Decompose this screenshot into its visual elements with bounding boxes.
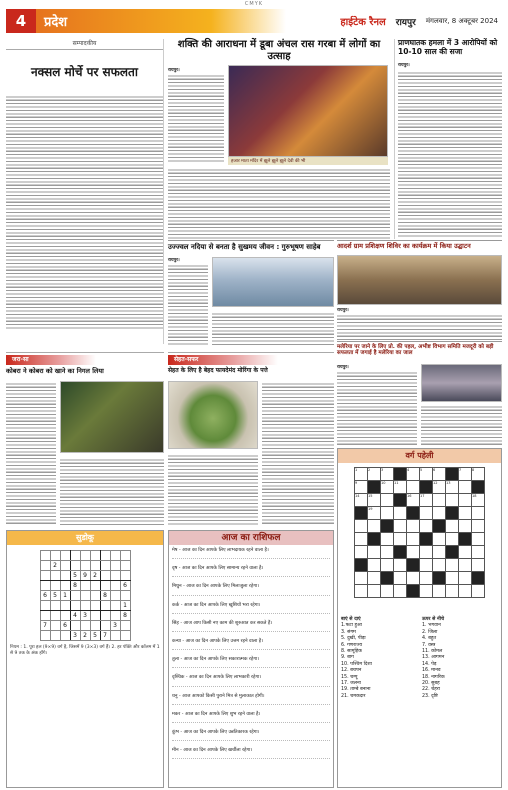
sudoku-cell — [100, 571, 110, 581]
crossword-cell — [433, 546, 446, 559]
page-number: 4 — [6, 9, 36, 33]
crossword-cell — [459, 533, 472, 546]
crossword-cell: 14 — [355, 494, 368, 507]
feature2 — [168, 352, 334, 527]
crossword-cell — [368, 572, 381, 585]
crossword-cell — [420, 559, 433, 572]
side-body — [398, 70, 502, 238]
sudoku-cell — [80, 621, 90, 631]
section-name: प्रदेश — [36, 9, 286, 33]
city: रायपुर — [395, 17, 416, 28]
crossword-cell — [368, 520, 381, 533]
horoscope-title: आज का राशिफल — [169, 531, 333, 545]
sudoku-cell — [90, 591, 100, 601]
crossword-cell — [472, 585, 485, 598]
sudoku-cell: 2 — [80, 631, 90, 641]
crossword-grid — [354, 467, 485, 598]
crossword-cell — [368, 559, 381, 572]
clue-item: 1. भगवान — [422, 623, 441, 629]
crossword-cell — [446, 585, 459, 598]
crossword-cell — [433, 507, 446, 520]
sudoku — [6, 530, 164, 788]
story2-body-lower — [212, 311, 334, 345]
clue-item: 23. दृष्टि — [422, 693, 438, 699]
crossword-cell — [394, 520, 407, 533]
sudoku-cell — [120, 621, 130, 631]
crossword-cell: 15 — [368, 494, 381, 507]
crossword-cell — [446, 494, 459, 507]
crossword-cell — [433, 494, 446, 507]
crossword-cell — [407, 507, 420, 520]
brand-block — [286, 9, 502, 33]
horoscope-entry: मकर - आज का दिन आपके लिए शुभ रहने वाला है। — [172, 712, 330, 723]
sudoku-cell — [90, 621, 100, 631]
sudoku-cell — [90, 601, 100, 611]
crossword-cell: 16 — [407, 494, 420, 507]
crossword-cell — [446, 468, 459, 481]
crossword-cell: 5 — [420, 468, 433, 481]
clue-item: 6. गणराज्य — [341, 642, 363, 648]
sudoku-cell — [100, 621, 110, 631]
sudoku-cell — [40, 631, 50, 641]
sudoku-cell — [120, 631, 130, 641]
clue-item: 20. सुबह — [422, 681, 440, 687]
clue-item: 13. आगमन — [422, 655, 445, 661]
feature1-body-right — [60, 457, 164, 526]
horoscope-entry: कर्क - आज का दिन आपके लिए खुशियों भरा रहेगा। — [172, 603, 330, 614]
crossword-cell — [459, 585, 472, 598]
feature1-photo — [60, 381, 164, 453]
sudoku-cell — [80, 551, 90, 561]
crossword-cell — [394, 507, 407, 520]
crossword-cell — [472, 481, 485, 494]
crossword-cell — [433, 533, 446, 546]
crossword-cell: 7 — [459, 468, 472, 481]
sudoku-cell — [80, 561, 90, 571]
crossword-title: वर्ग पहेली — [338, 449, 501, 463]
clue-item: 10. पश्चिम दिशा — [341, 661, 372, 667]
editorial — [6, 39, 164, 344]
crossword-cell: 3 — [381, 468, 394, 481]
clue-item: 14. पेड़ — [422, 661, 437, 667]
story2-dateline: रायपुर। — [168, 258, 180, 263]
sudoku-cell — [50, 581, 60, 591]
sudoku-cell — [60, 601, 70, 611]
story2-body — [168, 263, 208, 345]
sudoku-cell — [70, 621, 80, 631]
story3 — [337, 240, 502, 340]
crossword-cell — [420, 572, 433, 585]
feature2-body-right — [262, 381, 334, 526]
story2 — [168, 240, 334, 345]
sudoku-cell — [110, 561, 120, 571]
sudoku-cell: 1 — [60, 591, 70, 601]
crossword-cell — [472, 533, 485, 546]
side-dateline: रायपुर। — [398, 63, 410, 69]
sudoku-cell — [100, 581, 110, 591]
lead-body-bottom — [168, 167, 390, 239]
crossword-cell — [394, 494, 407, 507]
horoscope-entry: तुला - आज का दिन आपके लिए सकारात्मक रहेगा। — [172, 657, 330, 668]
sudoku-cell — [80, 601, 90, 611]
clue-item: 17. जलना — [341, 681, 361, 687]
horoscope-entry: कन्या - आज का दिन आपके लिए उत्तम रहने वाला है। — [172, 639, 330, 650]
sudoku-cell — [60, 571, 70, 581]
crossword-cell — [368, 533, 381, 546]
crossword-cell — [459, 507, 472, 520]
sudoku-cell — [40, 571, 50, 581]
story3-body — [337, 313, 502, 341]
sudoku-cell: 7 — [100, 631, 110, 641]
down-title: ऊपर से नीचे — [422, 617, 444, 622]
sudoku-cell: 5 — [90, 631, 100, 641]
side-story — [394, 39, 502, 239]
crossword-cell — [355, 572, 368, 585]
crossword-cell — [355, 520, 368, 533]
sudoku-cell — [110, 591, 120, 601]
crossword-cell — [355, 585, 368, 598]
crossword-cell — [355, 559, 368, 572]
feature2-photo — [168, 381, 258, 449]
crossword-cell: 8 — [472, 468, 485, 481]
sudoku-cell — [90, 611, 100, 621]
feature1-headline: कोबरा ने कोबरा को खाने का निगल लिया — [6, 367, 104, 375]
story4-body — [337, 370, 417, 447]
crossword-cell — [381, 546, 394, 559]
crossword-cell: 9 — [355, 481, 368, 494]
sudoku-cell: 4 — [70, 611, 80, 621]
sudoku-cell — [40, 581, 50, 591]
crossword-cell: 19 — [368, 507, 381, 520]
sudoku-cell — [50, 621, 60, 631]
crossword-cell — [433, 585, 446, 598]
crossword-cell — [355, 507, 368, 520]
sudoku-cell — [110, 601, 120, 611]
story4-photo — [421, 364, 502, 402]
crossword-cell — [459, 481, 472, 494]
sudoku-cell: 2 — [50, 561, 60, 571]
lead-photo — [228, 65, 388, 157]
sudoku-cell — [60, 611, 70, 621]
crossword-cell — [355, 533, 368, 546]
crossword-cell — [420, 585, 433, 598]
sudoku-cell — [120, 591, 130, 601]
crossword-cell — [446, 559, 459, 572]
sudoku-cell — [100, 561, 110, 571]
sudoku-cell — [90, 551, 100, 561]
story2-photo — [212, 257, 334, 307]
sudoku-cell: 9 — [80, 571, 90, 581]
sudoku-cell — [70, 601, 80, 611]
sudoku-cell — [110, 551, 120, 561]
crossword-cell — [381, 572, 394, 585]
crossword-cell — [407, 585, 420, 598]
crossword-cell — [355, 546, 368, 559]
sudoku-cell: 3 — [80, 611, 90, 621]
crossword-cell — [472, 546, 485, 559]
sudoku-cell — [70, 561, 80, 571]
sudoku-cell: 3 — [110, 621, 120, 631]
crossword-cell — [368, 546, 381, 559]
crossword-cell: 2 — [368, 468, 381, 481]
sudoku-cell: 8 — [120, 611, 130, 621]
crossword-cell — [459, 572, 472, 585]
crossword-cell — [381, 494, 394, 507]
paper-name: हाईटेक रैनल — [340, 17, 386, 28]
horoscope-entry: मीन - आज का दिन आपके लिए खर्चीला रहेगा। — [172, 748, 330, 759]
feature1-label: जरा-सा — [6, 355, 96, 365]
story3-photo — [337, 255, 502, 305]
feature2-label: सेहत-सफर — [168, 355, 278, 365]
crossword-cell — [407, 520, 420, 533]
story4-dateline: रायपुर। — [337, 365, 349, 370]
crossword-down — [422, 617, 500, 700]
crossword-cell — [394, 572, 407, 585]
sudoku-cell — [100, 601, 110, 611]
clue-item: 22. चेहरा — [422, 687, 440, 693]
story3-headline: आदर्श ग्राम प्रशिक्षण शिविर का कार्यक्रम में किया उद्घाटन — [337, 242, 471, 250]
crossword-cell — [381, 585, 394, 598]
sudoku-cell — [40, 611, 50, 621]
sudoku-cell — [60, 561, 70, 571]
sudoku-cell — [120, 551, 130, 561]
crossword-cell — [407, 481, 420, 494]
crossword — [337, 448, 502, 788]
crossword-cell — [446, 533, 459, 546]
crossword-cell — [433, 520, 446, 533]
crossword-cell: 11 — [394, 481, 407, 494]
clue-item: 21. चमकदार — [341, 693, 366, 699]
horoscope-entry: सिंह - आज आप किसी नए काम की शुरुआत कर सकते हैं। — [172, 621, 330, 632]
clue-item: 12. बचपन — [341, 668, 362, 674]
sudoku-title: सुडोकू — [7, 531, 163, 545]
cmyk-label: CMYK — [244, 1, 264, 7]
crossword-cell — [472, 572, 485, 585]
crossword-cell: 12 — [433, 481, 446, 494]
crossword-cell — [407, 546, 420, 559]
sudoku-cell: 3 — [70, 631, 80, 641]
crossword-across — [341, 617, 419, 700]
crossword-cell — [381, 507, 394, 520]
crossword-cell: 4 — [407, 468, 420, 481]
sudoku-grid — [40, 550, 131, 641]
crossword-cell — [459, 546, 472, 559]
crossword-cell — [472, 520, 485, 533]
sudoku-cell — [80, 581, 90, 591]
clue-item: 8. सामूहिक — [341, 649, 362, 655]
crossword-cell — [394, 585, 407, 598]
crossword-cell: 6 — [433, 468, 446, 481]
sudoku-cell — [110, 571, 120, 581]
clue-item: 3. संगम — [341, 629, 356, 635]
across-title: बाएं से दाएं — [341, 617, 361, 622]
lead-dateline: रायपुर। — [168, 68, 180, 73]
crossword-cell — [433, 572, 446, 585]
horoscope — [168, 530, 334, 788]
crossword-cell — [446, 546, 459, 559]
story2-headline: उज्ज्वल नदिया से बनता है सुखमय जीवन : गुरुभूषण साहेब — [168, 243, 321, 251]
crossword-cell — [446, 572, 459, 585]
crossword-cell: 17 — [420, 494, 433, 507]
crossword-cell — [420, 533, 433, 546]
sudoku-cell — [50, 571, 60, 581]
sudoku-cell — [100, 611, 110, 621]
sudoku-cell: 7 — [40, 621, 50, 631]
horoscope-entry: वृष - आज का दिन आपके लिए सामान्य रहने वाला है। — [172, 566, 330, 577]
sudoku-cell: 6 — [120, 581, 130, 591]
feature2-headline: सेहत के लिए है बेहद फायदेमंद मोरिंगा के पत्ते — [168, 367, 268, 374]
sudoku-cell — [70, 551, 80, 561]
horoscope-entry: कुंभ - आज का दिन आपके लिए उन्नतिकारक रहेगा। — [172, 730, 330, 741]
crossword-cell: 1 — [355, 468, 368, 481]
sudoku-cell — [120, 561, 130, 571]
horoscope-entry: वृश्चिक - आज का दिन आपके लिए लाभकारी रहेगा। — [172, 675, 330, 686]
sudoku-cell: 5 — [70, 571, 80, 581]
sudoku-cell — [90, 581, 100, 591]
clue-item: 11. कोमल — [422, 649, 443, 655]
lead-story — [168, 39, 390, 239]
sudoku-cell: 2 — [90, 571, 100, 581]
crossword-cell — [407, 572, 420, 585]
clue-item: 18. नागरिक — [422, 674, 445, 680]
clue-item: 9. बाग — [341, 655, 354, 661]
lead-photo-caption: हजार माता मंदिर में झूले झूले झूले देवी की भी — [228, 157, 388, 165]
crossword-cell — [459, 559, 472, 572]
crossword-cell — [381, 559, 394, 572]
clue-item: 2. जिला — [422, 629, 438, 635]
sudoku-cell — [50, 631, 60, 641]
sudoku-cell — [60, 631, 70, 641]
feature1-body-left — [6, 381, 56, 526]
lead-headline: शक्ति की आराधना में डूबा अंचल रास गरबा में लोगों का उत्साह — [177, 39, 381, 62]
sudoku-cell — [80, 591, 90, 601]
crossword-cell: 13 — [446, 481, 459, 494]
lead-body-col1 — [168, 73, 224, 163]
editorial-label: सम्पादकीय — [6, 39, 163, 50]
crossword-cell — [381, 520, 394, 533]
sudoku-cell — [50, 601, 60, 611]
story4 — [337, 341, 502, 446]
sudoku-cell — [120, 571, 130, 581]
crossword-cell — [394, 559, 407, 572]
sudoku-cell — [60, 581, 70, 591]
sudoku-cell — [90, 561, 100, 571]
sudoku-cell: 8 — [70, 581, 80, 591]
sudoku-cell — [110, 631, 120, 641]
sudoku-cell — [50, 551, 60, 561]
masthead — [6, 9, 502, 33]
sudoku-cell — [40, 601, 50, 611]
editorial-body — [6, 94, 163, 330]
clue-item: 16. मानव — [422, 668, 441, 674]
horoscope-list — [169, 545, 333, 769]
crossword-cell — [446, 507, 459, 520]
sudoku-cell — [60, 551, 70, 561]
crossword-cell — [446, 520, 459, 533]
crossword-cell — [407, 533, 420, 546]
sudoku-cell: 6 — [40, 591, 50, 601]
side-headline: प्राणघातक हमला में 3 आरोपियों को 10-10 साल की सजा — [398, 38, 498, 56]
story4-headline: मलेरिया पर जाने के लिए प्रो. की पहल, अभीष्ट विभाग समिति मजदूरी को बड़ी सफलता में जगाई है मलेरिया का जाल — [337, 344, 494, 357]
crossword-cell — [459, 520, 472, 533]
crossword-cell: 10 — [381, 481, 394, 494]
crossword-cell — [472, 507, 485, 520]
feature1 — [6, 352, 164, 527]
clue-item: 15. चम्पू — [341, 674, 358, 680]
crossword-cell — [368, 481, 381, 494]
sudoku-cell — [110, 581, 120, 591]
horoscope-entry: धनु - आज आपको किसी पुराने मित्र से मुलाकात होगी। — [172, 694, 330, 705]
crossword-cell — [420, 546, 433, 559]
crossword-cell — [459, 494, 472, 507]
sudoku-cell — [50, 611, 60, 621]
story4-body-right — [421, 404, 502, 447]
sudoku-cell: 6 — [60, 621, 70, 631]
horoscope-entry: मेष - आज का दिन आपके लिए लाभदायक रहने वाला है। — [172, 548, 330, 559]
clue-item: 1.फटा हुआ — [341, 623, 362, 629]
sudoku-cell — [40, 561, 50, 571]
sudoku-cell: 5 — [50, 591, 60, 601]
sudoku-cell: 1 — [120, 601, 130, 611]
sudoku-cell — [100, 551, 110, 561]
date: मंगलवार, 8 अक्टूबर 2024 — [425, 16, 498, 25]
clue-item: 7. वस्त्र — [422, 642, 436, 648]
crossword-cell — [433, 559, 446, 572]
crossword-cell — [381, 533, 394, 546]
sudoku-cell — [40, 551, 50, 561]
crossword-cell — [420, 481, 433, 494]
crossword-cell — [394, 546, 407, 559]
crossword-cell — [394, 468, 407, 481]
crossword-cell — [420, 507, 433, 520]
crossword-cell — [394, 533, 407, 546]
sudoku-cell: 8 — [100, 591, 110, 601]
horoscope-entry: मिथुन - आज का दिन आपके लिए मिलाजुला रहेगा। — [172, 584, 330, 595]
crossword-cell — [407, 559, 420, 572]
editorial-headline: नक्सल मोर्चे पर सफलता — [31, 65, 138, 79]
crossword-cell: 18 — [472, 494, 485, 507]
clue-item: 5. दुखी, पीड़ा — [341, 636, 366, 642]
sudoku-rules: नियम : 1. पूरा हल (9×9) वर्ग है, जिसमें 9 (3×3) वर्ग हैं। 2. हर पंक्ति और कॉलम में 1 से 9 तक के अंक होंगे। — [10, 645, 160, 656]
sudoku-cell — [110, 611, 120, 621]
clue-item: 19. ताम्बे बनाना — [341, 687, 371, 693]
sudoku-cell — [70, 591, 80, 601]
crossword-cell — [420, 520, 433, 533]
feature2-body-left — [168, 453, 258, 526]
story3-dateline: रायपुर। — [337, 308, 349, 313]
crossword-cell — [472, 559, 485, 572]
crossword-cell — [368, 585, 381, 598]
clue-item: 4. बहुत — [422, 636, 437, 642]
